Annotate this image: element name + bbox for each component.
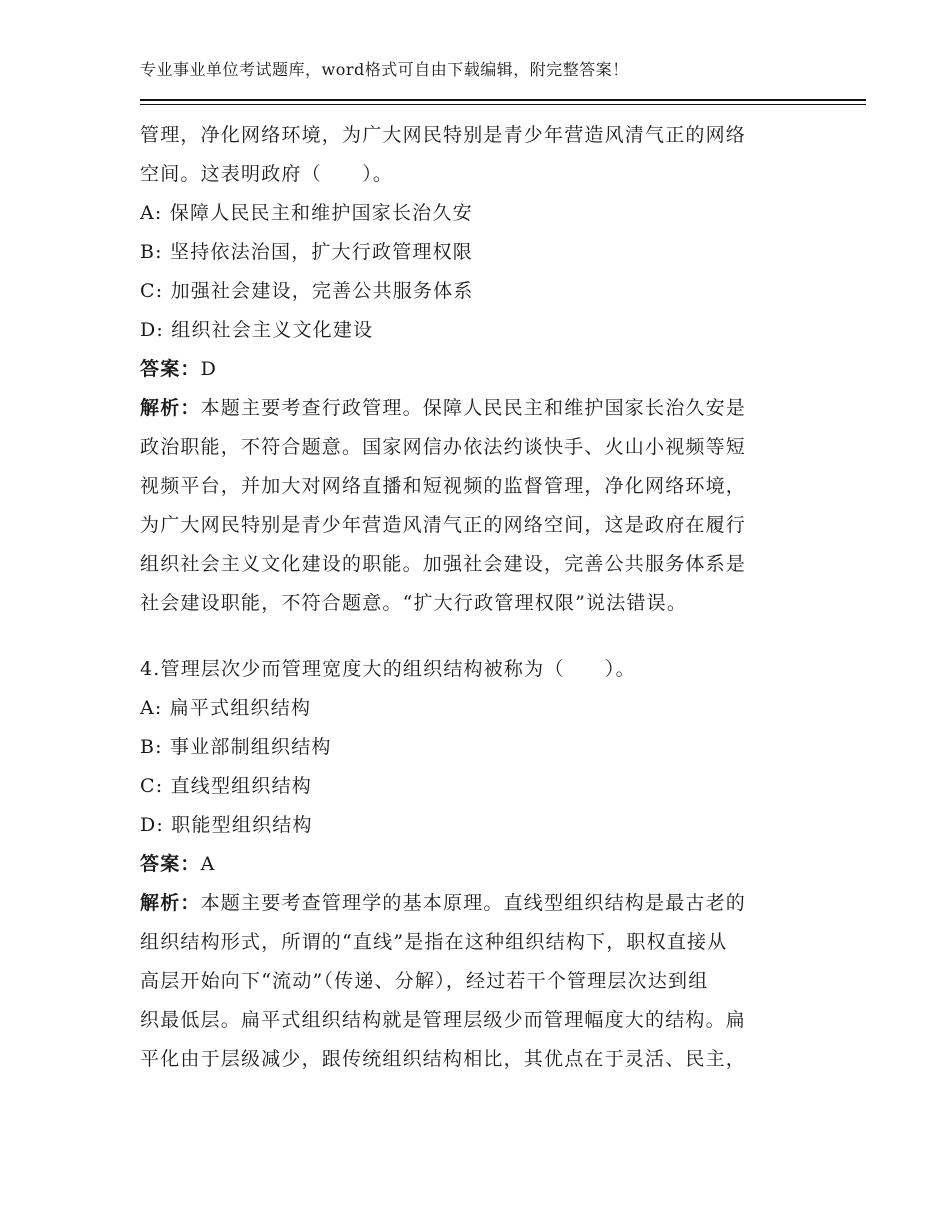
option-d: D: 组织社会主义文化建设: [140, 319, 374, 341]
analysis-line: 织最低层。扁平式组织结构就是管理层级少而管理幅度大的结构。扁: [140, 1009, 747, 1031]
analysis-line: 组织社会主义文化建设的职能。加强社会建设，完善公共服务体系是: [140, 553, 747, 575]
option-d: D: 职能型组织结构: [140, 814, 313, 836]
answer-label: 答案：: [140, 853, 201, 875]
page-header: 专业事业单位考试题库，word格式可自由下载编辑，附完整答案！: [140, 60, 629, 79]
option-b: B: 坚持依法治国，扩大行政管理权限: [140, 241, 474, 263]
question-stem-line: 管理，净化网络环境，为广大网民特别是青少年营造风清气正的网络: [140, 124, 747, 146]
analysis-label: 解析：: [140, 892, 201, 914]
option-b: B: 事业部制组织结构: [140, 736, 332, 758]
question-stem: 4.管理层次少而管理宽度大的组织结构被称为（ ）。: [140, 658, 636, 680]
question-4: [140, 650, 800, 1079]
analysis-label: 解析：: [140, 397, 201, 419]
analysis-line: 组织结构形式，所谓的“直线”是指在这种组织结构下，职权直接从: [140, 931, 728, 953]
analysis-line: 政治职能，不符合题意。国家网信办依法约谈快手、火山小视频等短: [140, 436, 747, 458]
option-a: A: 保障人民民主和维护国家长治久安: [140, 202, 473, 224]
option-c: C: 加强社会建设，完善公共服务体系: [140, 280, 474, 302]
analysis-line: 高层开始向下“流动”（传递、分解），经过若干个管理层次达到组: [140, 970, 709, 992]
answer-line: [140, 845, 800, 884]
document-body: [140, 116, 800, 1079]
question-stem-line: 空间。这表明政府（ ）。: [140, 163, 394, 185]
analysis-line: 平化由于层级减少，跟传统组织结构相比，其优点在于灵活、民主，: [140, 1048, 747, 1070]
question-3: [140, 116, 800, 623]
answer-line: [140, 350, 800, 389]
answer-label: 答案：: [140, 358, 201, 380]
analysis-line: 社会建设职能，不符合题意。“扩大行政管理权限”说法错误。: [140, 592, 688, 614]
option-c: C: 直线型组织结构: [140, 775, 312, 797]
analysis-text: 本题主要考查行政管理。保障人民民主和维护国家长治久安是: [200, 397, 747, 419]
question-spacer: [140, 623, 800, 650]
header-rule-thin: [140, 104, 866, 105]
answer-value: D: [200, 358, 218, 380]
analysis-line: [140, 389, 800, 428]
analysis-line: 视频平台，并加大对网络直播和短视频的监督管理，净化网络环境，: [140, 475, 747, 497]
analysis-line: [140, 884, 800, 923]
header-rule-thick: [140, 99, 866, 101]
analysis-line: 为广大网民特别是青少年营造风清气正的网络空间，这是政府在履行: [140, 514, 747, 536]
option-a: A: 扁平式组织结构: [140, 697, 312, 719]
analysis-text: 本题主要考查管理学的基本原理。直线型组织结构是最古老的: [200, 892, 747, 914]
answer-value: A: [200, 853, 216, 875]
